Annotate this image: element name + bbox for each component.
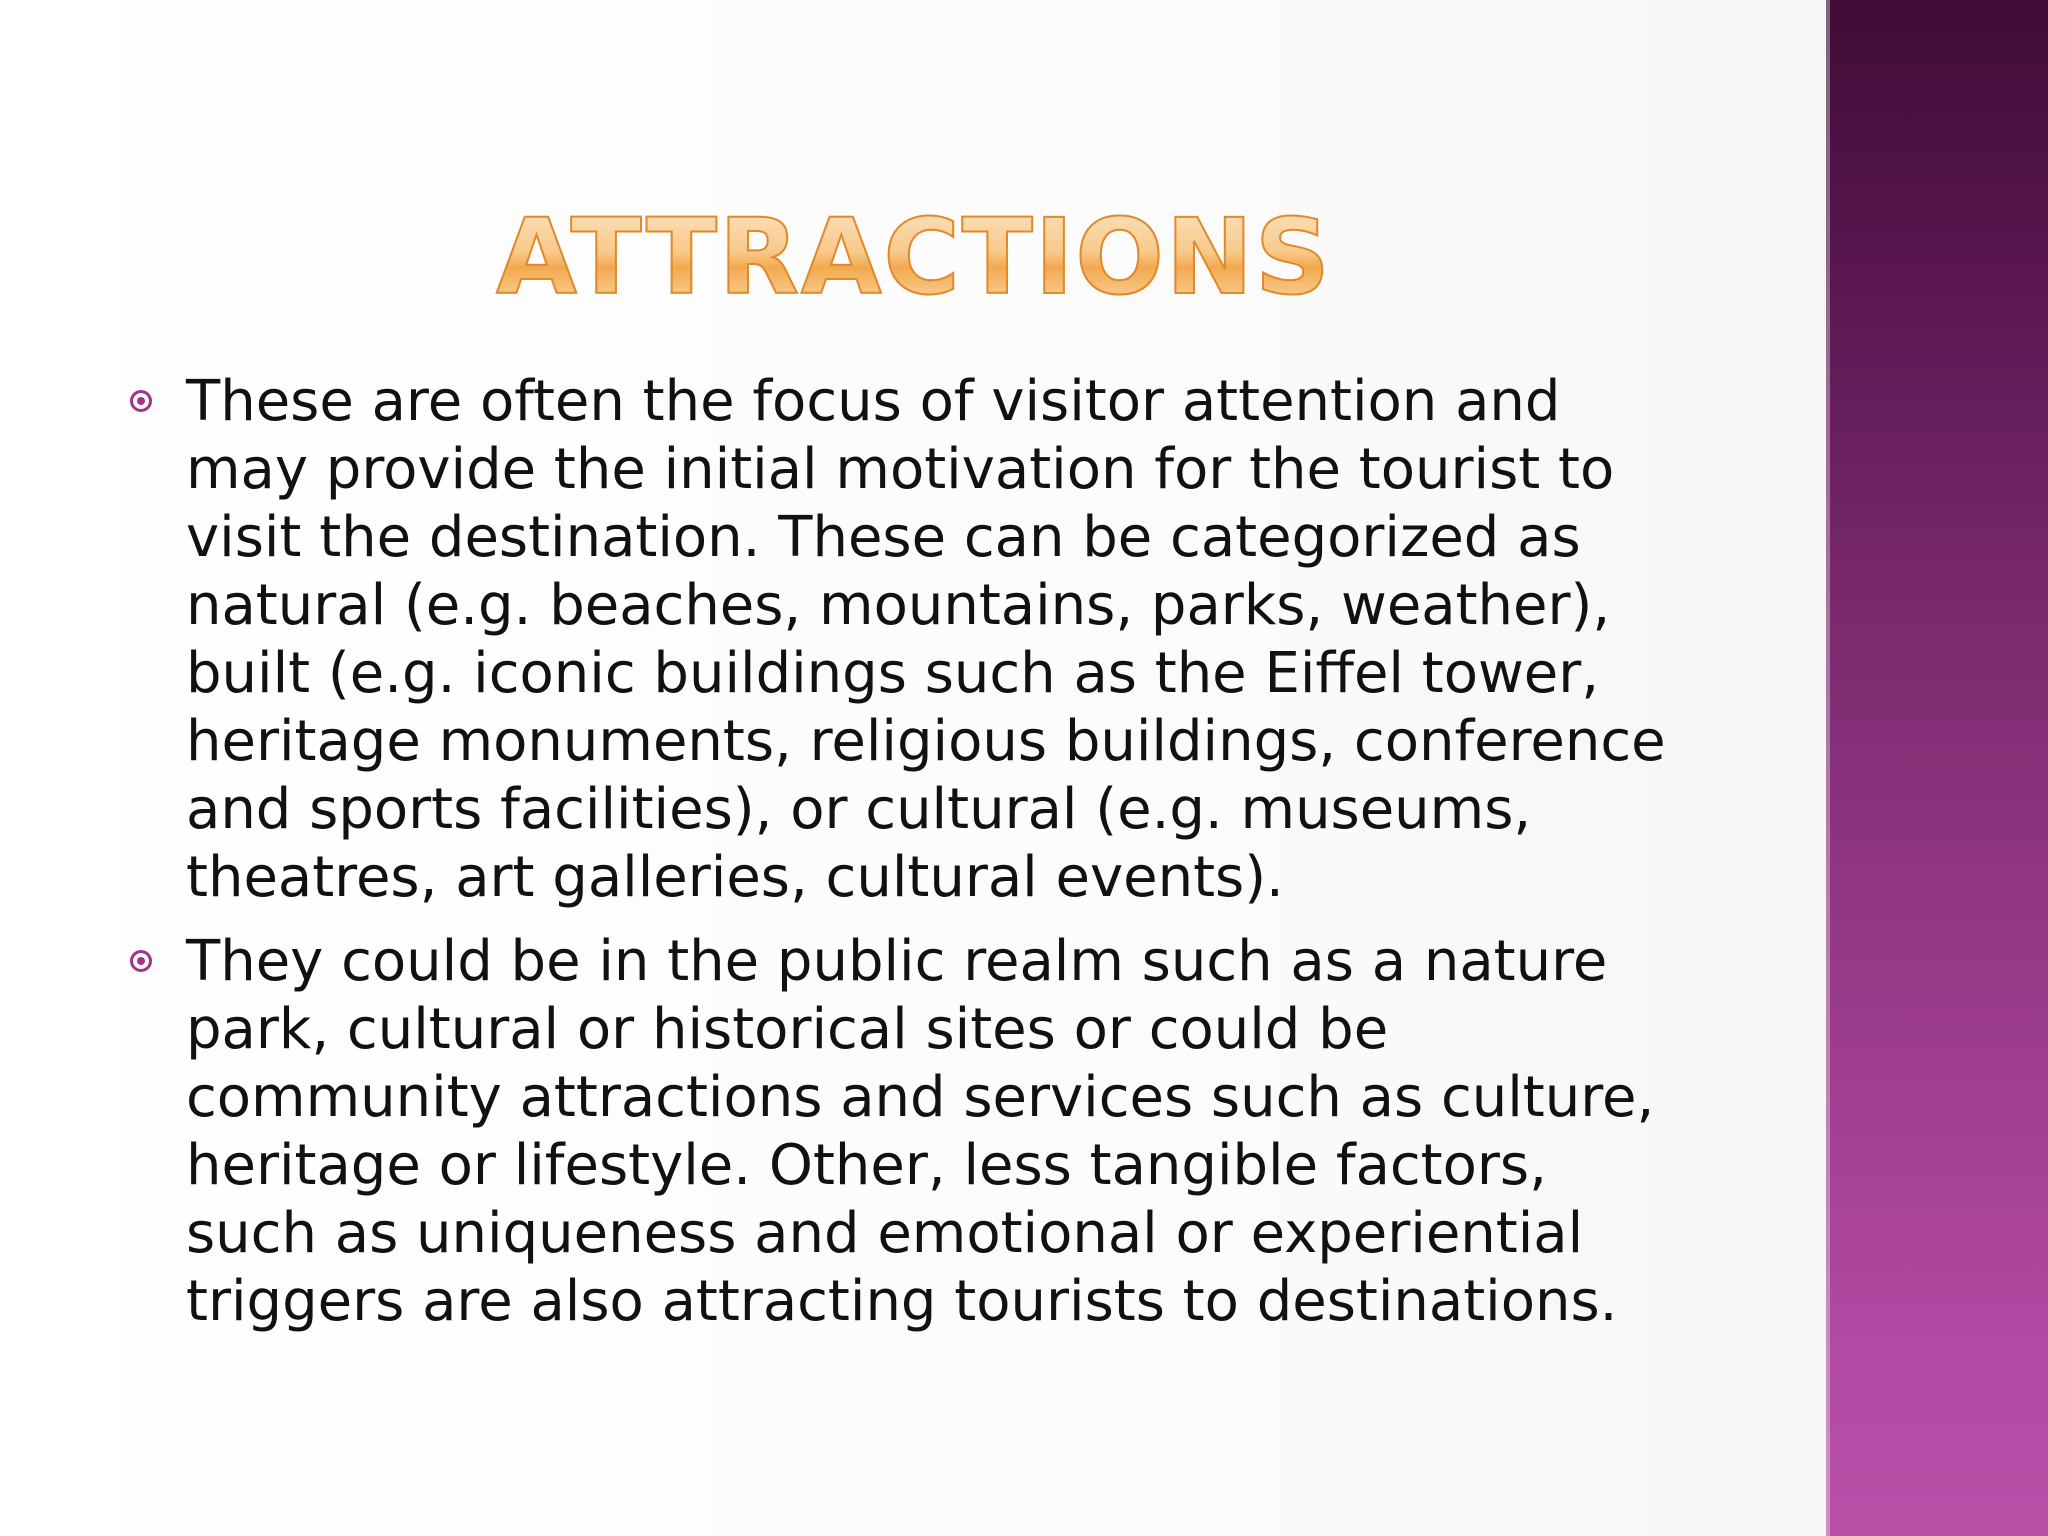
decorative-side-band xyxy=(1826,0,2048,1536)
circle-dot-bullet-icon xyxy=(130,950,152,972)
bullet-text: They could be in the public realm such as a nature park, cultural or historical sites or could be community attractions and services such as culture, heritage or lifestyle. Other, less tangible factors, such as uniqueness and emotional or experiential triggers are also attracting tourists to destinations. xyxy=(186,929,1655,1334)
bullet-text: These are often the focus of visitor attention and may provide the initial motivation for the tourist to visit the destination. These can be categorized as natural (e.g. beaches, mountains, parks, weather), built (e.g. iconic buildings such as the Eiffel tower, heritage monuments, religious buildings, conference and sports facilities), or cultural (e.g. museums, theatres, art galleries, cultural events). xyxy=(186,369,1666,910)
circle-dot-bullet-icon xyxy=(130,390,152,412)
slide-title: ATTRACTIONS xyxy=(0,205,1828,309)
bullet-list xyxy=(130,368,1690,1352)
bullet-item xyxy=(130,368,1690,912)
bullet-item xyxy=(130,928,1690,1336)
